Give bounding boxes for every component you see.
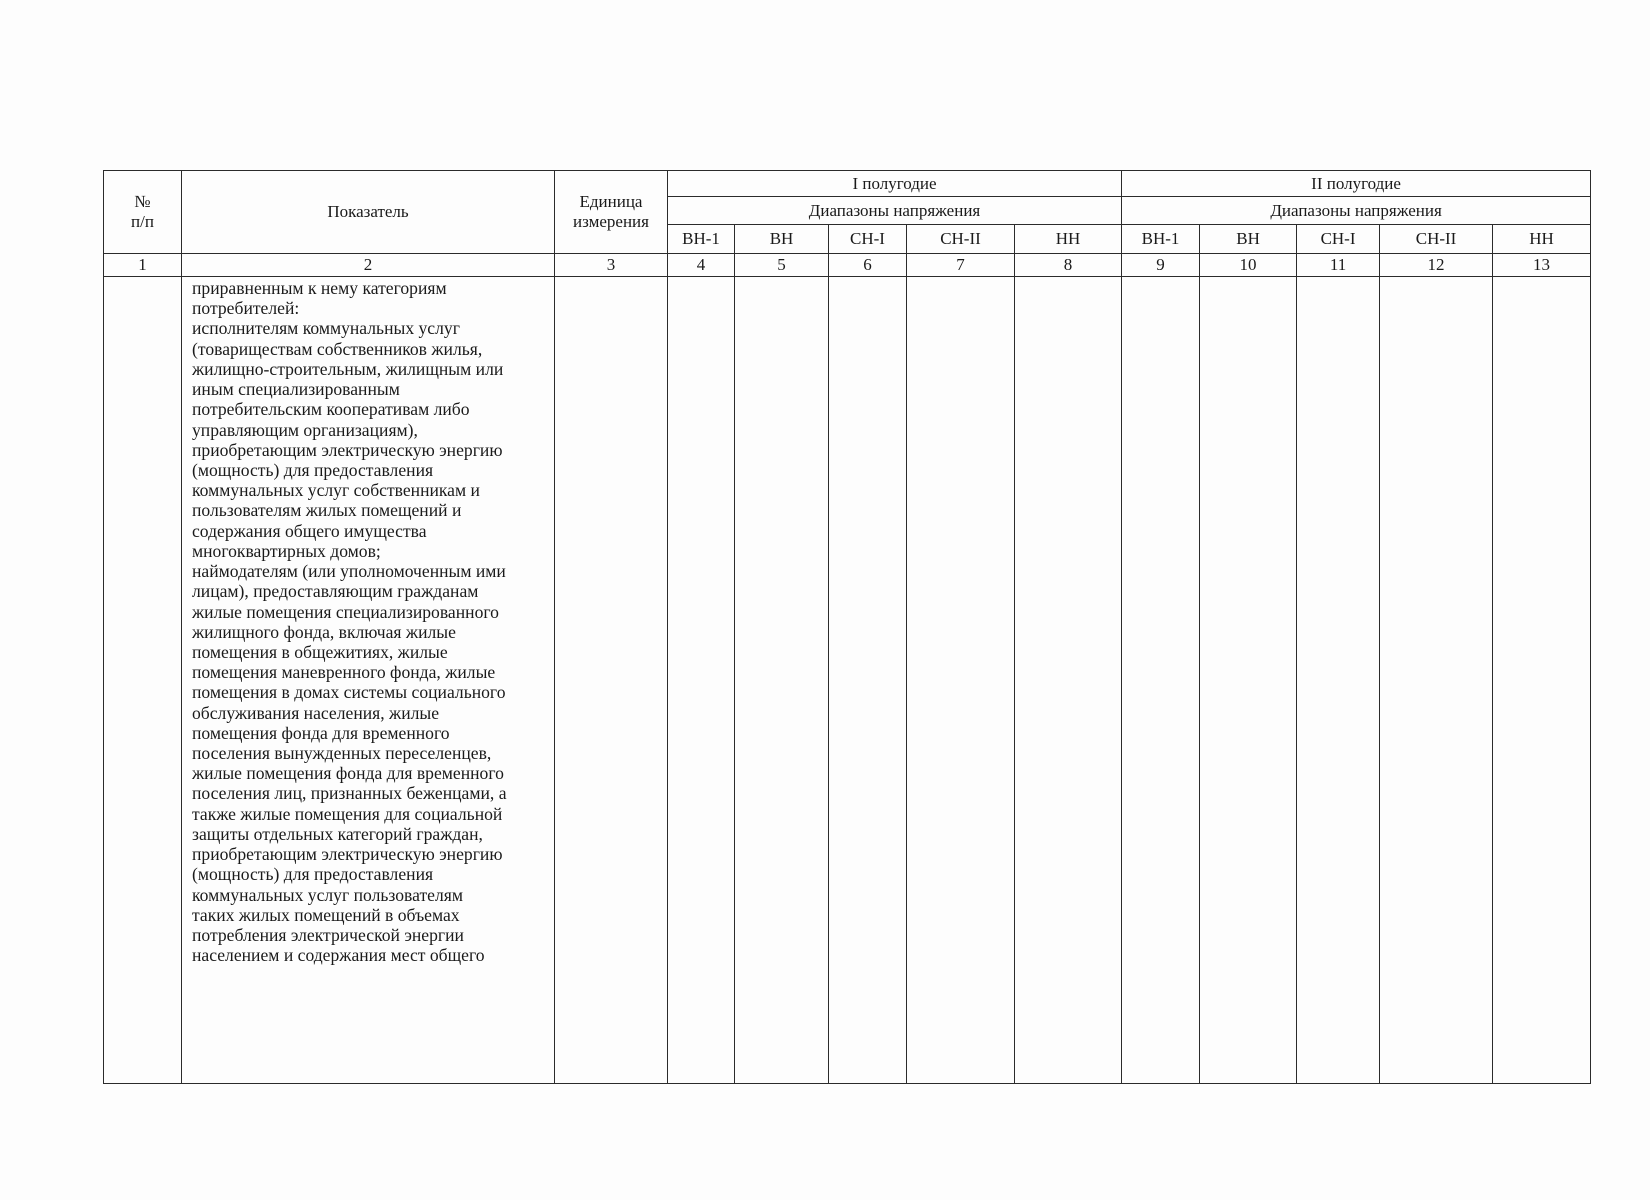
column-number: 8 <box>1015 254 1122 277</box>
column-number: 11 <box>1297 254 1380 277</box>
column-number: 2 <box>182 254 555 277</box>
header-level-h2-sn2: СН-II <box>1380 225 1493 254</box>
column-number: 4 <box>668 254 735 277</box>
value-cell <box>1380 277 1493 1084</box>
header-level-h2-vn1: ВН-1 <box>1122 225 1200 254</box>
header-indicator: Показатель <box>182 171 555 254</box>
unit-cell <box>555 277 668 1084</box>
header-level-h1-sn1: СН-I <box>829 225 907 254</box>
value-cell <box>1493 277 1591 1084</box>
header-level-h2-nn: НН <box>1493 225 1591 254</box>
value-cell <box>668 277 735 1084</box>
column-number: 13 <box>1493 254 1591 277</box>
header-level-h1-vn1: ВН-1 <box>668 225 735 254</box>
tariff-table <box>103 170 1591 1084</box>
value-cell <box>1122 277 1200 1084</box>
header-voltage-ranges-1: Диапазоны напряжения <box>668 197 1122 225</box>
column-number: 9 <box>1122 254 1200 277</box>
header-level-h1-nn: НН <box>1015 225 1122 254</box>
value-cell <box>1015 277 1122 1084</box>
column-number: 5 <box>735 254 829 277</box>
value-cell <box>1200 277 1297 1084</box>
column-number-row <box>104 254 1591 277</box>
header-unit: Единица измерения <box>555 171 668 254</box>
row-number-cell <box>104 277 182 1084</box>
value-cell <box>1297 277 1380 1084</box>
header-half-2: II полугодие <box>1122 171 1591 197</box>
header-voltage-ranges-2: Диапазоны напряжения <box>1122 197 1591 225</box>
column-number: 1 <box>104 254 182 277</box>
indicator-description: приравненным к нему категориям потребителей: исполнителям коммунальных услуг (товариществам собственников жилья, жилищно-строительным, жилищным или иным специализированным потребительским кооперативам либо управляющим организациям), приобретающим электрическую энергию (мощность) для предоставления коммунальных услуг собственникам и пользователям жилых помещений и содержания общего имущества многоквартирных домов; наймодателям (или уполномоченным ими лицам), предоставляющим гражданам жилые помещения специализированного жилищного фонда, включая жилые помещения в общежитиях, жилые помещения маневренного фонда, жилые помещения в домах системы социального обслуживания населения, жилые помещения фонда для временного поселения вынужденных переселенцев, жилые помещения фонда для временного поселения лиц, признанных беженцами, а также жилые помещения для социальной защиты отдельных категорий граждан, приобретающим электрическую энергию (мощность) для предоставления коммунальных услуг пользователям таких жилых помещений в объемах потребления электрической энергии населением и содержания мест общего <box>182 277 555 1084</box>
value-cell <box>829 277 907 1084</box>
header-number: № п/п <box>104 171 182 254</box>
value-cell <box>735 277 829 1084</box>
column-number: 10 <box>1200 254 1297 277</box>
header-row-halves <box>104 171 1591 197</box>
header-level-h2-vn: ВН <box>1200 225 1297 254</box>
header-level-h1-sn2: СН-II <box>907 225 1015 254</box>
header-half-1: I полугодие <box>668 171 1122 197</box>
column-number: 12 <box>1380 254 1493 277</box>
value-cell <box>907 277 1015 1084</box>
header-level-h2-sn1: СН-I <box>1297 225 1380 254</box>
column-number: 7 <box>907 254 1015 277</box>
column-number: 3 <box>555 254 668 277</box>
header-level-h1-vn: ВН <box>735 225 829 254</box>
column-number: 6 <box>829 254 907 277</box>
table-row <box>104 277 1591 1084</box>
